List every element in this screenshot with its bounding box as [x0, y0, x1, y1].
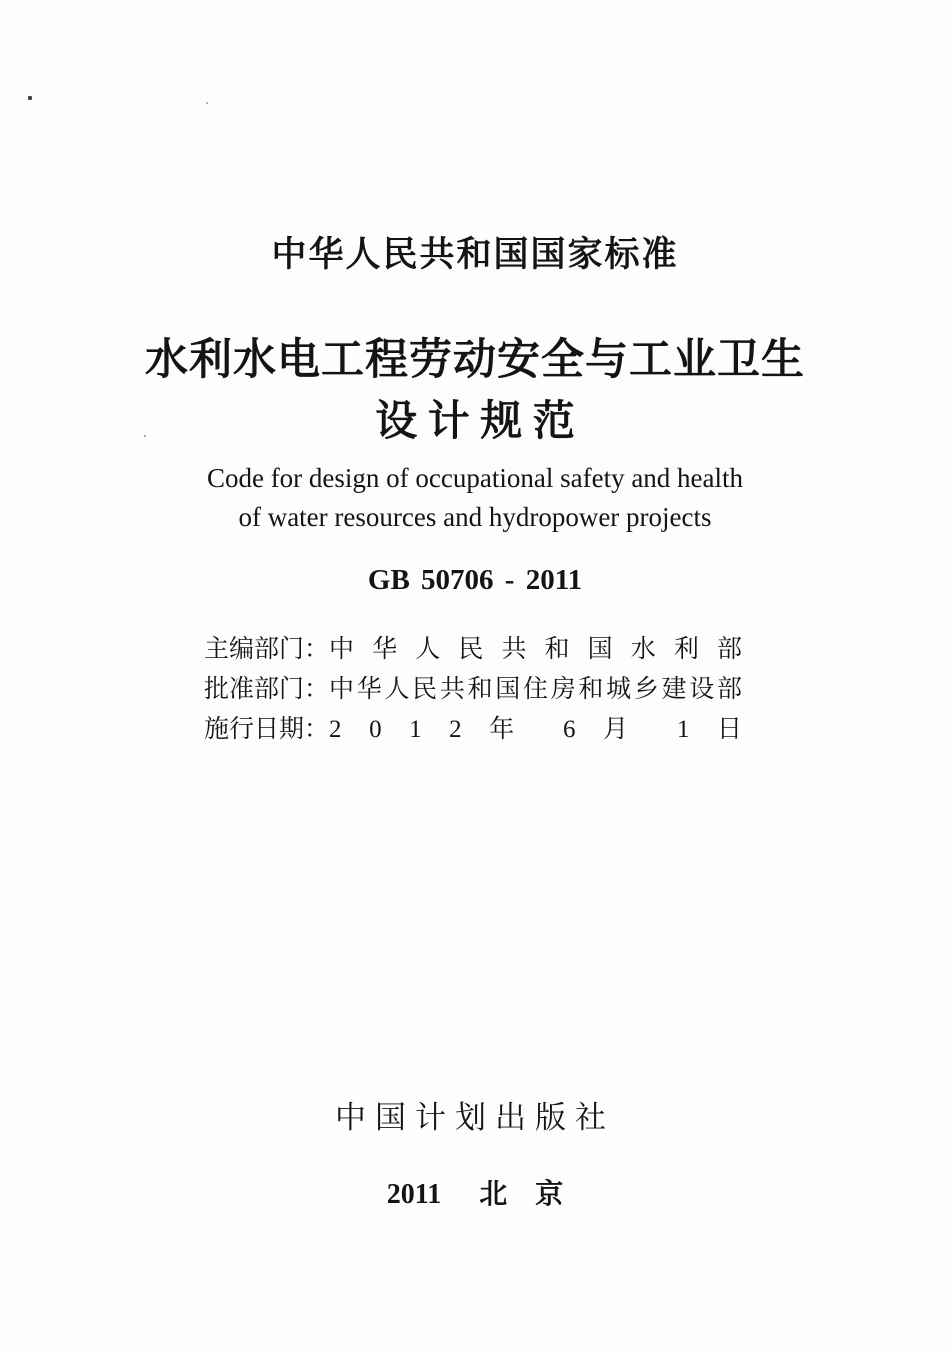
chief-editor-department-label: 主编部门：: [204, 636, 330, 663]
standard-title-cn-line2: 设 计 规 范: [375, 399, 575, 445]
chief-editor-department-value: 中 华 人 民 共 和 国 水 利 部: [329, 636, 742, 663]
publisher-name: 中国计划出版社: [335, 1100, 615, 1135]
national-standard-header: 中华人民共和国国家标准: [271, 235, 679, 274]
imprint-line: [0, 1172, 950, 1212]
implementation-date-label: 施行日期：: [204, 716, 330, 743]
imprint-city: 北 京: [479, 1179, 564, 1210]
approval-department-label: 批准部门：: [204, 676, 330, 703]
standard-title-en-line1: Code for design of occupational safety and health: [206, 463, 744, 493]
chief-editor-department-row: [204, 630, 742, 670]
implementation-date-value: 2 0 1 2 年 6 月 1 日: [329, 716, 742, 743]
scan-speck: [206, 102, 208, 104]
standard-title-cn-line1: 水利水电工程劳动安全与工业卫生: [145, 337, 805, 384]
implementation-date-row: [204, 710, 742, 750]
standard-title-en-line2: of water resources and hydropower projects: [238, 502, 712, 532]
imprint-year: 2011: [386, 1179, 442, 1210]
standard-code: GB 50706 - 2011: [367, 564, 583, 596]
standard-title-en: [0, 459, 950, 537]
standard-meta-block: [204, 630, 742, 750]
approval-department-value: 中华人民共和国住房和城乡建设部: [329, 676, 742, 703]
approval-department-row: [204, 670, 742, 710]
scan-speck: [28, 96, 32, 100]
